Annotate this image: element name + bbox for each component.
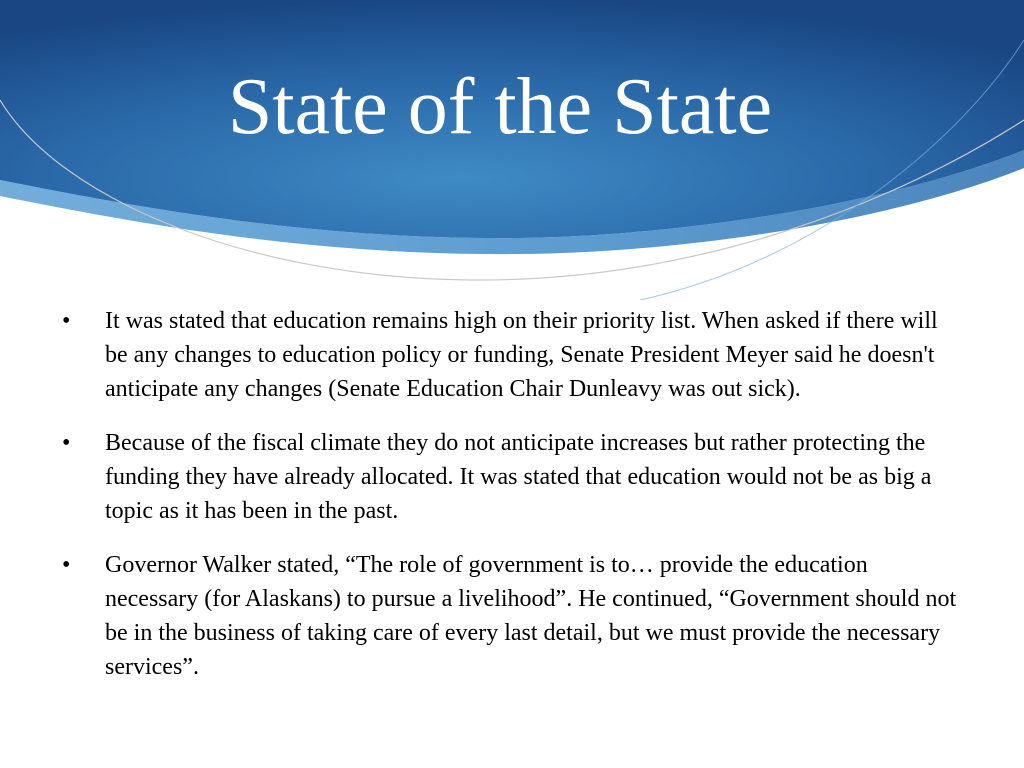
bullet-marker: •	[62, 552, 71, 578]
bullet-marker: •	[62, 308, 71, 334]
bullet-text: Governor Walker stated, “The role of government is to… provide the education necessary (for Alaskans) to pursue a livelihood”. He continued, “Government should not be in the business of taking care of every last detail, but we must provide the necessary services”.	[105, 552, 957, 680]
bullet-list	[62, 304, 962, 704]
slide-title: State of the State	[227, 63, 773, 151]
bullet-marker: •	[62, 430, 71, 456]
bullet-item	[62, 548, 962, 684]
bullet-item	[62, 426, 962, 528]
bullet-text: It was stated that education remains high on their priority list. When asked if there will be any changes to education policy or funding, Senate President Meyer said he doesn't anticipate any changes (Senate Education Chair Dunleavy was out sick).	[105, 308, 938, 402]
bullet-text: Because of the fiscal climate they do not anticipate increases but rather protecting the funding they have already allocated. It was stated that education would not be as big a topic as it has been in the past.	[105, 430, 932, 524]
bullet-item	[62, 304, 962, 406]
